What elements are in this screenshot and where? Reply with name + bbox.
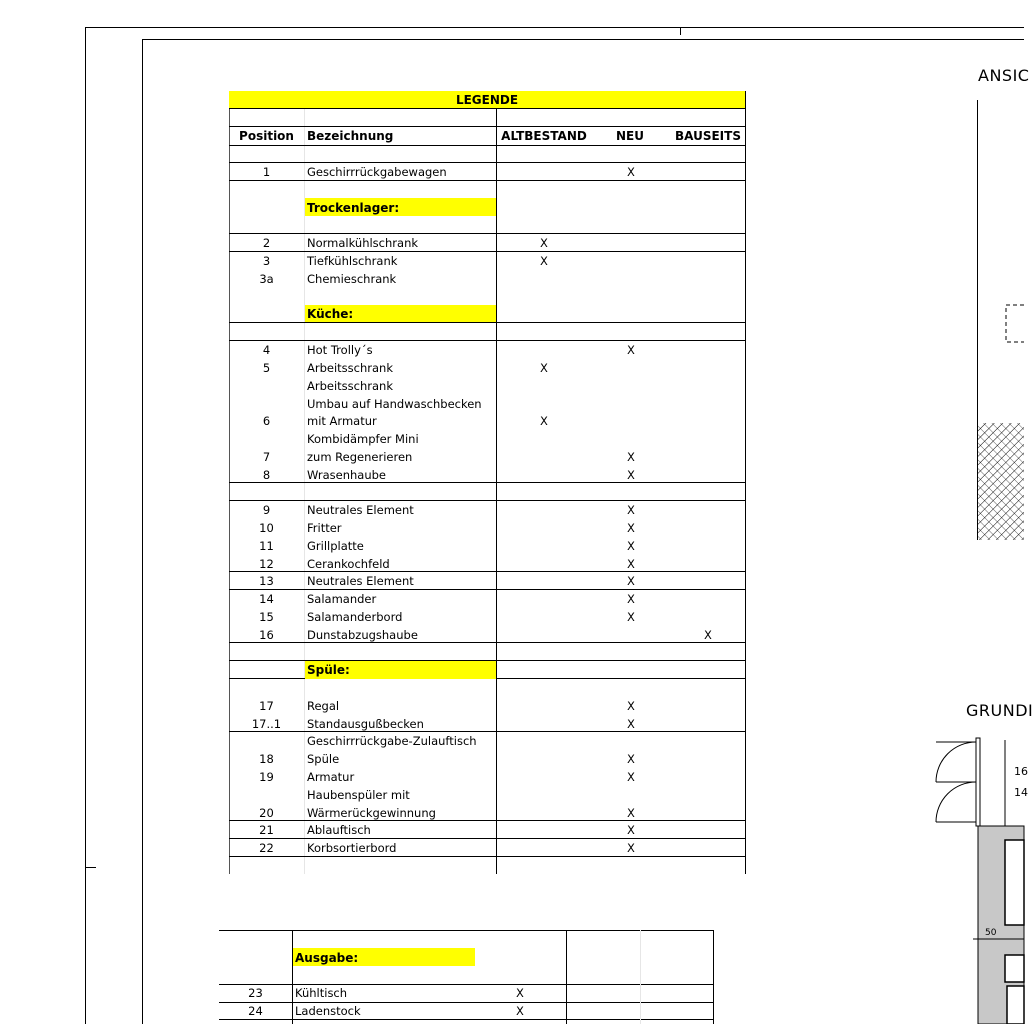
row-position: 7 [262, 450, 271, 464]
row-name: Haubenspüler mit [307, 788, 410, 802]
wall-opening [1005, 840, 1024, 925]
row-neu: X [627, 806, 635, 820]
row-position: 17 [259, 699, 274, 713]
row-position: 13 [259, 574, 274, 588]
row-position: 4 [262, 343, 271, 357]
row-name: Chemieschrank [307, 272, 397, 286]
row-neu: X [627, 717, 635, 731]
row-name: Cerankochfeld [307, 557, 390, 571]
row-neu: X [627, 770, 635, 784]
row-neu: X [627, 468, 635, 482]
row-position: 22 [259, 841, 274, 855]
row-name: Wärmerückgewinnung [307, 806, 436, 820]
row-name: Hot Trolly´s [307, 343, 373, 357]
table2-name: Kühltisch [295, 986, 348, 1000]
row-name: Dunstabzugshaube [307, 628, 418, 642]
table2-alt: X [516, 1004, 524, 1018]
door-swing [936, 742, 976, 782]
view-title-grundriss: GRUNDI [966, 701, 1033, 720]
table2-name: Ladenstock [295, 1004, 361, 1018]
door-frame [976, 738, 980, 826]
row-name: Normalkühlschrank [307, 236, 419, 250]
dashed-outline [1006, 305, 1024, 342]
legend-title: LEGENDE [455, 93, 519, 107]
row-neu: X [627, 610, 635, 624]
row-position: 10 [259, 521, 274, 535]
row-name: Spüle [307, 752, 340, 766]
section-label-ausgabe: Ausgabe: [295, 951, 359, 965]
dimension-16: 16 [1014, 765, 1028, 778]
row-neu: X [627, 165, 635, 179]
header-bezeichnung: Bezeichnung [307, 129, 394, 143]
hatched-base-cross [978, 423, 1024, 540]
table2-alt: X [516, 986, 524, 1000]
wall-opening [1005, 955, 1024, 982]
row-name: Geschirrrückgabe-Zulauftisch [307, 734, 477, 748]
row-position: 9 [262, 503, 271, 517]
row-neu: X [627, 752, 635, 766]
row-position: 20 [259, 806, 274, 820]
section-label: Spüle: [307, 663, 350, 677]
row-neu: X [627, 592, 635, 606]
row-name: Salamander [307, 592, 377, 606]
row-name: Wrasenhaube [307, 468, 386, 482]
door-swing [936, 782, 976, 822]
row-name: Neutrales Element [307, 574, 414, 588]
row-position: 14 [259, 592, 274, 606]
row-neu: X [627, 503, 635, 517]
dimension-14: 14 [1014, 786, 1028, 799]
row-name: zum Regenerieren [307, 450, 413, 464]
row-neu: X [627, 450, 635, 464]
row-position: 3a [259, 272, 274, 286]
header-neu: NEU [616, 129, 644, 143]
row-neu: X [627, 343, 635, 357]
row-position: 17..1 [251, 717, 282, 731]
row-position: 19 [259, 770, 274, 784]
row-position: 5 [262, 361, 271, 375]
row-altbestand: X [540, 414, 548, 428]
row-position: 1 [262, 165, 271, 179]
row-neu: X [627, 841, 635, 855]
row-position: 3 [262, 254, 271, 268]
row-position: 12 [259, 557, 274, 571]
row-name: Fritter [307, 521, 342, 535]
row-position: 8 [262, 468, 271, 482]
table2-pos: 24 [248, 1004, 263, 1018]
view-title-ansicht: ANSIC [978, 66, 1030, 85]
row-name: Arbeitsschrank [307, 379, 393, 393]
row-neu: X [627, 574, 635, 588]
row-name: mit Armatur [307, 414, 377, 428]
row-position: 16 [259, 628, 274, 642]
row-position: 11 [259, 539, 274, 553]
dimension-50: 50 [985, 928, 997, 938]
row-name: Arbeitsschrank [307, 361, 393, 375]
row-neu: X [627, 823, 635, 837]
row-altbestand: X [540, 254, 548, 268]
row-name: Regal [307, 699, 340, 713]
row-position: 21 [259, 823, 274, 837]
wall-opening [1007, 986, 1024, 1024]
row-position: 18 [259, 752, 274, 766]
row-neu: X [627, 557, 635, 571]
row-position: 2 [262, 236, 271, 250]
row-position: 15 [259, 610, 274, 624]
section-label: Trockenlager: [307, 201, 400, 215]
row-name: Armatur [307, 770, 355, 784]
row-position: 6 [262, 414, 271, 428]
header-bauseits: BAUSEITS [675, 129, 741, 143]
row-name: Ablauftisch [307, 823, 371, 837]
table2-pos: 23 [248, 986, 263, 1000]
row-altbestand: X [540, 361, 548, 375]
row-name: Geschirrrückgabewagen [307, 165, 447, 179]
row-name: Kombidämpfer Mini [307, 432, 419, 446]
row-name: Neutrales Element [307, 503, 414, 517]
row-name: Salamanderbord [307, 610, 403, 624]
row-name: Grillplatte [307, 539, 364, 553]
row-neu: X [627, 539, 635, 553]
row-name: Tiefkühlschrank [307, 254, 398, 268]
header-position: Position [239, 129, 294, 143]
row-name: Korbsortierbord [307, 841, 397, 855]
row-name: Umbau auf Handwaschbecken [307, 397, 482, 411]
row-name: Standausgußbecken [307, 717, 424, 731]
row-neu: X [627, 699, 635, 713]
row-altbestand: X [540, 236, 548, 250]
row-neu: X [627, 521, 635, 535]
section-label: Küche: [307, 307, 354, 321]
header-altbestand: ALTBESTAND [501, 129, 587, 143]
row-bauseits: X [704, 628, 712, 642]
